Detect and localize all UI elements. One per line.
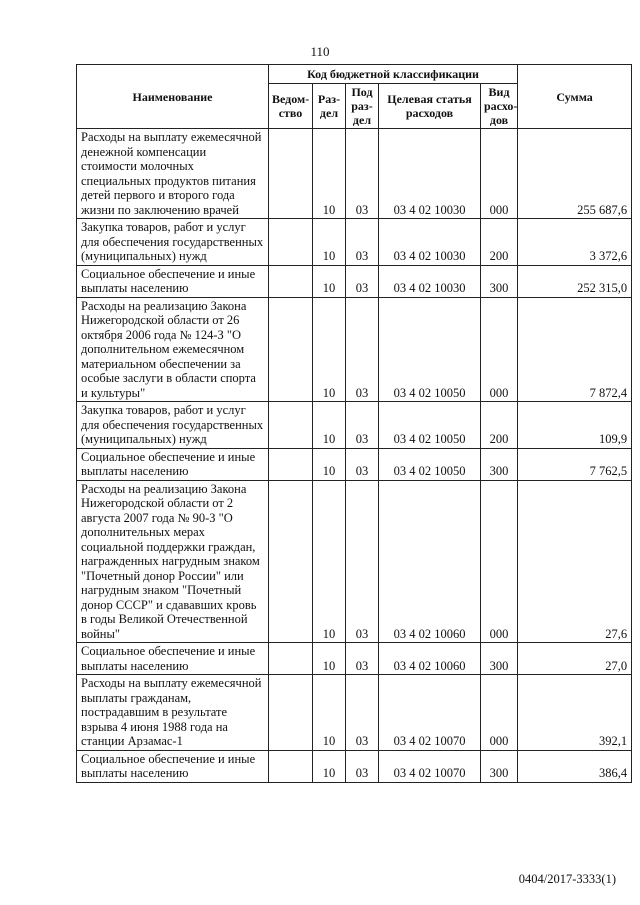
table-row <box>77 219 632 266</box>
row-amount: 386,4 <box>518 750 632 782</box>
row-target-item: 03 4 02 10030 <box>379 219 481 266</box>
row-name: Социальное обеспечение и иные выплаты населению <box>77 643 269 675</box>
row-name: Расходы на реализацию Закона Нижегородской области от 26 октября 2006 года № 124-З "О дополнительном ежемесячном материальном обеспечении за особые заслуги в области спорта и культуры" <box>77 297 269 402</box>
row-section: 10 <box>313 265 346 297</box>
row-amount: 7 872,4 <box>518 297 632 402</box>
row-amount: 27,0 <box>518 643 632 675</box>
table-row <box>77 675 632 751</box>
row-section: 10 <box>313 643 346 675</box>
row-section: 10 <box>313 448 346 480</box>
row-subsection: 03 <box>346 297 379 402</box>
row-expense-type: 000 <box>481 480 518 643</box>
column-header-target-item: Целевая статья расходов <box>379 84 481 129</box>
row-section: 10 <box>313 480 346 643</box>
table-row <box>77 643 632 675</box>
row-expense-type: 300 <box>481 265 518 297</box>
row-department <box>269 402 313 449</box>
row-department <box>269 219 313 266</box>
row-amount: 27,6 <box>518 480 632 643</box>
row-department <box>269 297 313 402</box>
row-target-item: 03 4 02 10030 <box>379 129 481 219</box>
row-target-item: 03 4 02 10060 <box>379 480 481 643</box>
header-row-top <box>77 65 632 84</box>
row-amount: 109,9 <box>518 402 632 449</box>
row-subsection: 03 <box>346 402 379 449</box>
row-amount: 3 372,6 <box>518 219 632 266</box>
table-row <box>77 297 632 402</box>
column-header-subsection: Под раз-дел <box>346 84 379 129</box>
row-department <box>269 675 313 751</box>
row-amount: 252 315,0 <box>518 265 632 297</box>
column-header-expense-type: Вид расхо-дов <box>481 84 518 129</box>
row-expense-type: 300 <box>481 750 518 782</box>
row-name: Расходы на реализацию Закона Нижегородской области от 2 августа 2007 года № 90-З "О дополнительных мерах социальной поддержки граждан, награжденных нагрудным знаком "Почетный донор России" или нагрудным знаком "Почетный донор СССР" и сдававших кровь в годы Великой Отечественной войны" <box>77 480 269 643</box>
row-name: Расходы на выплату ежемесячной выплаты гражданам, пострадавшим в результате взрыва 4 июня 1988 года на станции Арзамас-1 <box>77 675 269 751</box>
row-section: 10 <box>313 297 346 402</box>
row-target-item: 03 4 02 10050 <box>379 297 481 402</box>
row-section: 10 <box>313 750 346 782</box>
row-name: Социальное обеспечение и иные выплаты населению <box>77 750 269 782</box>
row-subsection: 03 <box>346 219 379 266</box>
row-amount: 7 762,5 <box>518 448 632 480</box>
table-row <box>77 480 632 643</box>
row-expense-type: 000 <box>481 675 518 751</box>
row-name: Социальное обеспечение и иные выплаты населению <box>77 448 269 480</box>
table-row <box>77 265 632 297</box>
row-name: Закупка товаров, работ и услуг для обеспечения государственных (муниципальных) нужд <box>77 402 269 449</box>
document-footer-code: 0404/2017-3333(1) <box>518 872 616 886</box>
row-name: Закупка товаров, работ и услуг для обеспечения государственных (муниципальных) нужд <box>77 219 269 266</box>
row-target-item: 03 4 02 10030 <box>379 265 481 297</box>
table-row <box>77 129 632 219</box>
row-target-item: 03 4 02 10070 <box>379 675 481 751</box>
page-number: 110 <box>310 44 330 59</box>
row-target-item: 03 4 02 10050 <box>379 448 481 480</box>
row-expense-type: 000 <box>481 129 518 219</box>
row-section: 10 <box>313 402 346 449</box>
row-expense-type: 300 <box>481 643 518 675</box>
row-section: 10 <box>313 675 346 751</box>
row-subsection: 03 <box>346 265 379 297</box>
column-header-amount: Сумма <box>518 65 632 129</box>
row-subsection: 03 <box>346 675 379 751</box>
row-department <box>269 480 313 643</box>
budget-classification-table <box>76 64 632 783</box>
row-amount: 255 687,6 <box>518 129 632 219</box>
row-expense-type: 200 <box>481 402 518 449</box>
column-group-header-classification: Код бюджетной классификации <box>269 65 518 84</box>
row-amount: 392,1 <box>518 675 632 751</box>
row-department <box>269 448 313 480</box>
row-subsection: 03 <box>346 643 379 675</box>
row-name: Расходы на выплату ежемесячной денежной компенсации стоимости молочных специальных продуктов питания детей первого и второго года жизни по заключению врачей <box>77 129 269 219</box>
row-target-item: 03 4 02 10050 <box>379 402 481 449</box>
row-target-item: 03 4 02 10060 <box>379 643 481 675</box>
row-section: 10 <box>313 129 346 219</box>
row-target-item: 03 4 02 10070 <box>379 750 481 782</box>
row-department <box>269 265 313 297</box>
column-header-department: Ведом-ство <box>269 84 313 129</box>
row-department <box>269 129 313 219</box>
table-row <box>77 750 632 782</box>
row-expense-type: 300 <box>481 448 518 480</box>
table-row <box>77 402 632 449</box>
row-expense-type: 000 <box>481 297 518 402</box>
row-subsection: 03 <box>346 750 379 782</box>
column-header-section: Раз-дел <box>313 84 346 129</box>
row-subsection: 03 <box>346 448 379 480</box>
row-expense-type: 200 <box>481 219 518 266</box>
table-row <box>77 448 632 480</box>
table-body <box>77 129 632 783</box>
row-subsection: 03 <box>346 480 379 643</box>
column-header-name: Наименование <box>77 65 269 129</box>
row-subsection: 03 <box>346 129 379 219</box>
row-name: Социальное обеспечение и иные выплаты населению <box>77 265 269 297</box>
row-department <box>269 750 313 782</box>
row-section: 10 <box>313 219 346 266</box>
row-department <box>269 643 313 675</box>
